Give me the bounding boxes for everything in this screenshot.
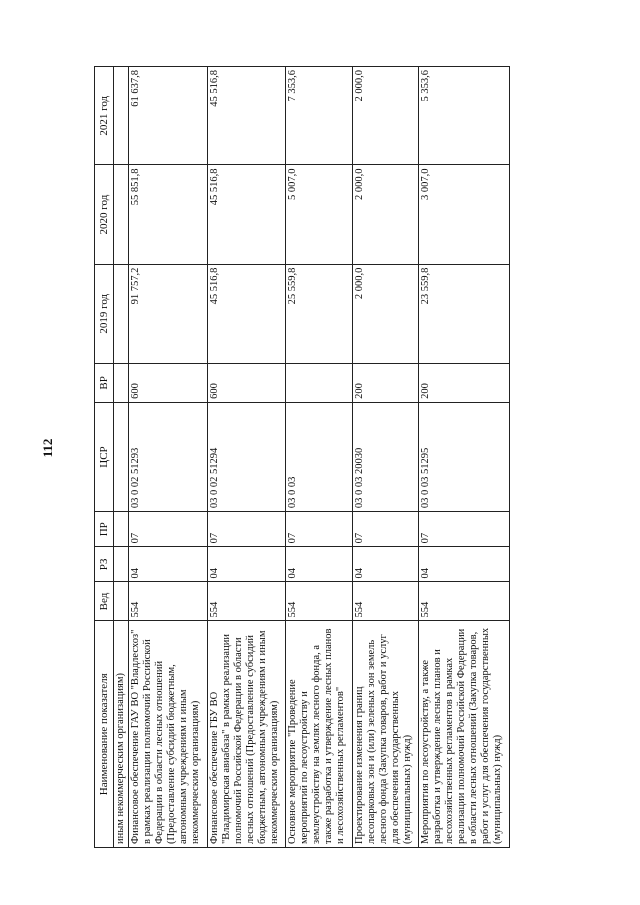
cell-pr: 07 (129, 512, 208, 547)
cell-rz: 04 (286, 547, 352, 582)
cell-vr: 200 (352, 363, 418, 402)
cell-csr: 03 0 02 51293 (129, 402, 208, 511)
cell-rz: 04 (352, 547, 418, 582)
cell-2021: 61 637,8 (129, 67, 208, 165)
cell-2019: 23 559,8 (418, 264, 509, 363)
cell-name: Финансовое обеспечение ГАУ ВО "Владлесхоз" в рамках реализации полномочий Российской Федерации в области лесных отношений (Предоставление субсидий бюджетным, автономным учреждениям и иным некоммерческим организациям) (129, 621, 208, 848)
header-rz: РЗ (95, 547, 114, 582)
table-row (129, 67, 208, 848)
cell-2020: 55 851,8 (129, 165, 208, 264)
cell-ved: 554 (418, 582, 509, 621)
table-row (418, 67, 509, 848)
cell-rz: 04 (129, 547, 208, 582)
cell-rz: 04 (418, 547, 509, 582)
page-number: 112 (40, 438, 55, 458)
cell-ved: 554 (129, 582, 208, 621)
cell-ved: 554 (207, 582, 286, 621)
cell-2021: 45 516,8 (207, 67, 286, 165)
rotated-table-frame (94, 66, 510, 848)
cell-2020: 45 516,8 (207, 165, 286, 264)
cell-name: Мероприятия по лесоустройству, а также разработка и утверждение лесных планов и лесохозяйственных регламентов в рамках реализации полномочий Российской Федерации в области лесных отношений (Закупка товаров, работ и услуг для обеспечения государственных (муниципальных) нужд) (418, 621, 509, 848)
cell-2020: 2 000,0 (352, 165, 418, 264)
cell-2021: 5 353,6 (418, 67, 509, 165)
cell-2019: 45 516,8 (207, 264, 286, 363)
cell-2019: 91 757,2 (129, 264, 208, 363)
cell-name: Финансовое обеспечение ГБУ ВО "Владимирская авиабаза" в рамках реализации полномочий Российской Федерации в области лесных отношений (Предоставление субсидий бюджетным, автономным учреждениям и иным некоммерческим организациям) (207, 621, 286, 848)
header-2020: 2020 год (95, 165, 114, 264)
header-csr: ЦСР (95, 402, 114, 511)
table-row-continuation (114, 67, 129, 848)
header-pr: ПР (95, 512, 114, 547)
cell-vr: 200 (418, 363, 509, 402)
header-vr: ВР (95, 363, 114, 402)
table-header-row (95, 67, 114, 848)
cell-vr (286, 363, 352, 402)
cell-vr: 600 (207, 363, 286, 402)
table-row (352, 67, 418, 848)
cell-ved: 554 (286, 582, 352, 621)
table-row (207, 67, 286, 848)
cell-name: Проектирование изменения границ лесопарковых зон и (или) зеленых зон земель лесного фонда (Закупка товаров, работ и услуг для обеспечения государственных (муниципальных) нужд) (352, 621, 418, 848)
budget-table (94, 66, 510, 848)
header-name: Наименование показателя (95, 621, 114, 848)
cell-csr: 03 0 03 (286, 402, 352, 511)
cell-2020: 5 007,0 (286, 165, 352, 264)
cell-2021: 7 353,6 (286, 67, 352, 165)
cell-2019: 25 559,8 (286, 264, 352, 363)
cell-rz: 04 (207, 547, 286, 582)
cell-pr: 07 (352, 512, 418, 547)
header-ved: Вед (95, 582, 114, 621)
cell-pr: 07 (418, 512, 509, 547)
header-2021: 2021 год (95, 67, 114, 165)
table-row (286, 67, 352, 848)
cell-csr: 03 0 03 20030 (352, 402, 418, 511)
cell-csr: 03 0 03 51295 (418, 402, 509, 511)
cell-ved: 554 (352, 582, 418, 621)
cell-2019: 2 000,0 (352, 264, 418, 363)
cell-csr: 03 0 02 51294 (207, 402, 286, 511)
cell-2021: 2 000,0 (352, 67, 418, 165)
cell-name: Основное мероприятие "Проведение мероприятий по лесоустройству и землеустройству на землях лесного фонда, а также разработка и утверждение лесных планов и лесохозяйственных регламентов" (286, 621, 352, 848)
header-2019: 2019 год (95, 264, 114, 363)
cell-pr: 07 (207, 512, 286, 547)
cell-vr: 600 (129, 363, 208, 402)
cell-2020: 3 007,0 (418, 165, 509, 264)
cell-pr: 07 (286, 512, 352, 547)
continuation-text: иным некоммерческим организациям) (114, 621, 129, 848)
